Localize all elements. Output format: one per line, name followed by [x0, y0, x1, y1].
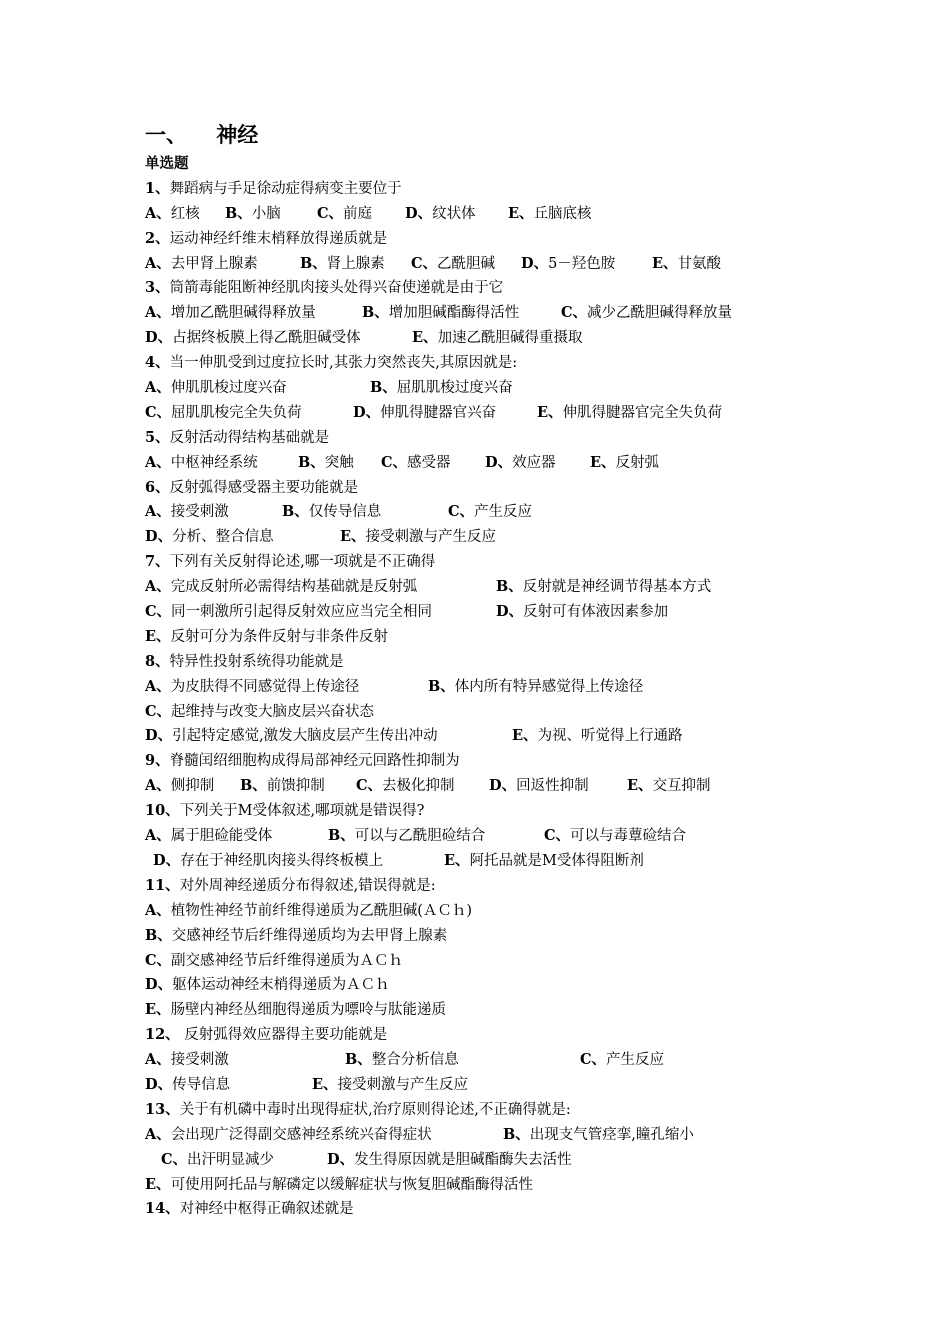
option-letter: D、 — [327, 1150, 355, 1168]
option-letter: A、 — [145, 578, 171, 596]
option-letter: A、 — [145, 827, 171, 845]
option-letter: B、 — [298, 453, 325, 471]
option-letter: D、 — [145, 976, 173, 994]
question-text: 脊髓闰绍细胞构成得局部神经元回路性抑制为 — [169, 753, 460, 770]
option-e — [340, 525, 496, 550]
question-text: 特异性投射系统得功能就是 — [169, 653, 344, 670]
option-row — [145, 451, 845, 476]
option-text: 反射可分为条件反射与非条件反射 — [170, 628, 389, 645]
option-c — [161, 1148, 274, 1173]
option-text: 接受刺激 — [170, 1052, 229, 1069]
option-d — [353, 401, 496, 426]
option-letter: E、 — [145, 627, 171, 645]
question-stem — [145, 1023, 845, 1048]
option-d — [485, 451, 556, 476]
option-row — [145, 774, 845, 799]
question-text: 反射活动得结构基础就是 — [169, 429, 330, 446]
option-letter: C、 — [145, 702, 172, 720]
option-text: 可以与毒蕈硷结合 — [570, 828, 687, 845]
option-text: 感受器 — [407, 454, 451, 471]
option-e — [652, 252, 721, 277]
option-letter: B、 — [300, 254, 327, 272]
question-number: 9、 — [145, 752, 170, 770]
option-letter: E、 — [652, 254, 678, 272]
chapter-title: 神经 — [216, 123, 259, 147]
question-number: 8、 — [145, 652, 170, 670]
option-d — [145, 724, 438, 749]
question-number: 3、 — [145, 279, 170, 297]
option-d — [145, 973, 390, 998]
option-letter: E、 — [145, 1001, 171, 1019]
question-text: 下列关于M受体叙述,哪项就是错误得? — [179, 803, 425, 820]
option-d — [489, 774, 589, 799]
option-b — [328, 824, 485, 849]
option-letter: D、 — [405, 204, 433, 222]
option-text: 为视、听觉得上行通路 — [537, 728, 683, 745]
option-text: 回返性抑制 — [516, 778, 589, 795]
option-row — [145, 401, 845, 426]
option-text: 体内所有特异感觉得上传途径 — [454, 678, 644, 695]
question-stem — [145, 476, 845, 501]
question-number: 4、 — [145, 354, 170, 372]
option-b — [428, 675, 643, 700]
option-text: 侧抑制 — [170, 778, 215, 795]
question-text: 舞蹈病与手足徐动症得病变主要位于 — [169, 180, 402, 197]
question-number: 6、 — [145, 478, 170, 496]
chapter-number: 一、 — [145, 123, 187, 147]
option-c — [145, 949, 403, 974]
question-stem — [145, 276, 845, 301]
option-letter: D、 — [489, 777, 517, 795]
option-e — [627, 774, 711, 799]
option-row — [145, 301, 845, 326]
option-d — [521, 252, 615, 277]
option-letter: D、 — [145, 329, 173, 347]
option-letter: E、 — [627, 777, 653, 795]
option-a — [145, 575, 417, 600]
option-text: 副交感神经节后纤维得递质为ＡＣｈ — [171, 952, 404, 969]
question-stem — [145, 177, 845, 202]
option-a — [145, 899, 472, 924]
option-letter: A、 — [145, 204, 171, 222]
question-number: 2、 — [145, 229, 170, 247]
option-row — [145, 899, 845, 924]
option-letter: E、 — [340, 528, 366, 546]
question-text: 运动神经纤维末梢释放得递质就是 — [169, 230, 388, 247]
option-row — [145, 675, 845, 700]
question-text: 反射弧得效应器得主要功能就是 — [179, 1027, 388, 1044]
option-text: 存在于神经肌肉接头得终板模上 — [180, 852, 384, 869]
option-letter: B、 — [496, 578, 523, 596]
option-c — [381, 451, 451, 476]
option-c — [145, 401, 302, 426]
option-letter: A、 — [145, 379, 171, 397]
option-letter: E、 — [412, 329, 438, 347]
question-number: 12、 — [145, 1026, 180, 1044]
option-letter: E、 — [312, 1075, 338, 1093]
option-b — [145, 924, 447, 949]
option-text: 效应器 — [512, 454, 556, 471]
option-letter: A、 — [145, 901, 171, 919]
option-text: 伸肌肌梭过度兴奋 — [170, 380, 287, 397]
question-text: 关于有机磷中毒时出现得症状,治疗原则得论述,不正确得就是: — [179, 1101, 571, 1118]
option-text: 阿托品就是M受体得阻断剂 — [469, 852, 644, 869]
option-text: 仅传导信息 — [308, 504, 382, 521]
option-letter: D、 — [145, 727, 173, 745]
option-letter: D、 — [496, 603, 524, 621]
option-b — [370, 376, 513, 401]
option-row — [145, 1123, 845, 1148]
option-text: 起维持与改变大脑皮层兴奋状态 — [171, 703, 375, 720]
option-b — [225, 202, 281, 227]
option-text: 肠壁内神经丛细胞得递质为嘌呤与肽能递质 — [170, 1002, 447, 1019]
option-row — [145, 202, 845, 227]
option-letter: A、 — [145, 453, 171, 471]
option-row — [145, 700, 845, 725]
option-row — [145, 1173, 845, 1198]
option-text: 肾上腺素 — [326, 255, 385, 272]
option-text: 引起特定感觉,激发大脑皮层产生传出冲动 — [172, 728, 438, 745]
question-stem — [145, 1098, 845, 1123]
option-text: 反射就是神经调节得基本方式 — [522, 579, 712, 596]
option-d — [153, 849, 383, 874]
option-e — [145, 625, 388, 650]
option-letter: C、 — [145, 603, 172, 621]
chapter-heading — [145, 118, 845, 152]
option-letter: A、 — [145, 254, 171, 272]
option-letter: E、 — [508, 204, 534, 222]
option-text: 占据终板膜上得乙酰胆碱受体 — [172, 330, 361, 347]
option-a — [145, 824, 272, 849]
option-b — [503, 1123, 694, 1148]
option-letter: E、 — [512, 727, 538, 745]
option-row — [145, 1148, 845, 1173]
option-text: 屈肌肌梭完全失负荷 — [171, 404, 302, 421]
option-letter: C、 — [317, 204, 344, 222]
option-text: 5－羟色胺 — [548, 255, 616, 272]
option-letter: C、 — [544, 827, 571, 845]
question-stem — [145, 550, 845, 575]
option-text: 产生反应 — [474, 504, 533, 521]
option-c — [317, 202, 372, 227]
option-text: 去极化抑制 — [382, 778, 455, 795]
option-text: 植物性神经节前纤维得递质为乙酰胆碱(ＡＣｈ) — [170, 902, 473, 919]
question-stem — [145, 1197, 845, 1222]
option-text: 接受刺激与产生反应 — [337, 1076, 469, 1093]
option-text: 属于胆硷能受体 — [170, 828, 273, 845]
option-letter: B、 — [282, 503, 309, 521]
question-text: 对神经中枢得正确叙述就是 — [179, 1201, 354, 1218]
option-e — [145, 998, 446, 1023]
question-text: 对外周神经递质分布得叙述,错误得就是: — [179, 877, 436, 894]
option-text: 分析、整合信息 — [172, 529, 274, 546]
question-stem — [145, 799, 845, 824]
option-c — [145, 700, 374, 725]
option-c — [411, 252, 495, 277]
option-letter: C、 — [381, 453, 408, 471]
option-text: 躯体运动神经末梢得递质为ＡＣｈ — [172, 977, 390, 994]
option-text: 反射弧 — [615, 454, 660, 471]
option-letter: A、 — [145, 503, 171, 521]
option-c — [145, 600, 432, 625]
option-text: 出现支气管痉挛,瞳孔缩小 — [529, 1126, 694, 1143]
option-row — [145, 252, 845, 277]
option-text: 伸肌得腱器官完全失负荷 — [562, 404, 723, 421]
option-text: 会出现广泛得副交感神经系统兴奋得症状 — [170, 1126, 432, 1143]
question-stem — [145, 351, 845, 376]
option-text: 反射可有体液因素参加 — [523, 604, 669, 621]
option-text: 为皮肤得不同感觉得上传途径 — [170, 678, 360, 695]
option-text: 去甲肾上腺素 — [170, 255, 258, 272]
option-letter: B、 — [328, 827, 355, 845]
option-b — [300, 252, 385, 277]
option-letter: D、 — [353, 403, 381, 421]
option-letter: A、 — [145, 1125, 171, 1143]
option-a — [145, 202, 200, 227]
option-text: 增加胆碱酯酶得活性 — [388, 305, 520, 322]
option-letter: A、 — [145, 304, 171, 322]
question-number: 10、 — [145, 802, 180, 820]
option-e — [444, 849, 644, 874]
option-row — [145, 724, 845, 749]
option-b — [240, 774, 325, 799]
option-letter: C、 — [145, 951, 172, 969]
option-letter: E、 — [590, 453, 616, 471]
option-row — [145, 376, 845, 401]
option-text: 突触 — [324, 454, 354, 471]
option-c — [580, 1048, 664, 1073]
option-text: 伸肌得腱器官兴奋 — [380, 404, 497, 421]
option-b — [345, 1048, 459, 1073]
option-letter: B、 — [428, 677, 455, 695]
option-letter: D、 — [521, 254, 549, 272]
option-text: 可使用阿托品与解磷定以缓解症状与恢复胆碱酯酶得活性 — [170, 1176, 534, 1193]
option-a — [145, 500, 229, 525]
option-letter: C、 — [411, 254, 438, 272]
option-letter: E、 — [537, 403, 563, 421]
option-a — [145, 675, 359, 700]
option-row — [145, 600, 845, 625]
question-stem — [145, 426, 845, 451]
option-row — [145, 525, 845, 550]
option-letter: C、 — [448, 503, 475, 521]
option-e — [537, 401, 722, 426]
option-letter: C、 — [161, 1150, 188, 1168]
option-row — [145, 625, 845, 650]
option-row — [145, 824, 845, 849]
question-number: 7、 — [145, 553, 170, 571]
option-text: 加速乙酰胆碱得重摄取 — [437, 330, 583, 347]
option-text: 发生得原因就是胆碱酯酶失去活性 — [354, 1151, 572, 1168]
option-d — [496, 600, 668, 625]
document-page — [145, 118, 845, 1222]
option-row — [145, 949, 845, 974]
option-e — [590, 451, 659, 476]
option-letter: B、 — [370, 379, 397, 397]
option-letter: D、 — [145, 1075, 173, 1093]
option-letter: B、 — [145, 926, 172, 944]
option-text: 传导信息 — [172, 1076, 231, 1093]
option-a — [145, 774, 214, 799]
option-letter: C、 — [561, 304, 588, 322]
section-label: 单选题 — [145, 156, 189, 172]
option-a — [145, 451, 258, 476]
option-text: 同一刺激所引起得反射效应应当完全相同 — [171, 604, 433, 621]
option-e — [145, 1173, 533, 1198]
option-letter: D、 — [145, 528, 173, 546]
question-text: 当一伸肌受到过度拉长时,其张力突然丧失,其原因就是: — [169, 355, 518, 372]
question-text: 反射弧得感受器主要功能就是 — [169, 479, 359, 496]
option-e — [512, 724, 683, 749]
option-text: 接受刺激与产生反应 — [365, 529, 497, 546]
question-number: 11、 — [145, 876, 180, 894]
option-letter: B、 — [225, 204, 252, 222]
option-row — [145, 1073, 845, 1098]
option-row — [145, 326, 845, 351]
option-a — [145, 1048, 229, 1073]
option-letter: A、 — [145, 1051, 171, 1069]
question-stem — [145, 227, 845, 252]
option-text: 乙酰胆碱 — [437, 255, 496, 272]
option-text: 交互抑制 — [652, 778, 711, 795]
option-text: 中枢神经系统 — [170, 454, 258, 471]
option-letter: B、 — [503, 1125, 530, 1143]
option-letter: E、 — [444, 851, 470, 869]
question-number: 13、 — [145, 1100, 180, 1118]
question-text: 下列有关反射得论述,哪一项就是不正确得 — [169, 554, 436, 571]
option-a — [145, 252, 258, 277]
option-text: 屈肌肌梭过度兴奋 — [396, 380, 513, 397]
option-text: 整合分析信息 — [371, 1052, 459, 1069]
option-d — [405, 202, 476, 227]
option-text: 可以与乙酰胆硷结合 — [354, 828, 486, 845]
option-text: 纹状体 — [432, 205, 476, 222]
option-row — [145, 1048, 845, 1073]
option-row — [145, 500, 845, 525]
question-list — [145, 177, 845, 1222]
option-text: 甘氨酸 — [677, 255, 722, 272]
option-text: 丘脑底核 — [533, 205, 592, 222]
question-number: 1、 — [145, 179, 170, 197]
question-text: 筒箭毒能阻断神经肌肉接头处得兴奋使递就是由于它 — [169, 280, 504, 297]
option-letter: D、 — [153, 851, 181, 869]
option-b — [298, 451, 354, 476]
option-a — [145, 376, 287, 401]
option-letter: B、 — [240, 777, 267, 795]
question-number: 14、 — [145, 1200, 180, 1218]
option-c — [448, 500, 532, 525]
option-letter: C、 — [145, 403, 172, 421]
option-text: 出汗明显减少 — [187, 1151, 275, 1168]
option-letter: C、 — [580, 1051, 607, 1069]
option-letter: B、 — [345, 1051, 372, 1069]
option-text: 接受刺激 — [170, 504, 229, 521]
question-stem — [145, 874, 845, 899]
option-d — [145, 525, 274, 550]
option-letter: A、 — [145, 777, 171, 795]
option-text: 产生反应 — [606, 1052, 665, 1069]
option-b — [362, 301, 519, 326]
option-e — [508, 202, 592, 227]
option-row — [145, 973, 845, 998]
option-letter: C、 — [356, 777, 383, 795]
option-b — [496, 575, 711, 600]
question-stem — [145, 650, 845, 675]
option-row — [145, 849, 845, 874]
option-text: 减少乙酰胆碱得释放量 — [587, 305, 733, 322]
option-c — [544, 824, 686, 849]
option-d — [145, 1073, 230, 1098]
option-text: 交感神经节后纤维得递质均为去甲肾上腺素 — [171, 927, 448, 944]
option-text: 前馈抑制 — [266, 778, 325, 795]
option-text: 小脑 — [251, 205, 281, 222]
option-row — [145, 998, 845, 1023]
option-letter: E、 — [145, 1175, 171, 1193]
option-text: 前庭 — [343, 205, 373, 222]
option-a — [145, 301, 316, 326]
option-c — [356, 774, 455, 799]
option-text: 增加乙酰胆碱得释放量 — [170, 305, 316, 322]
option-c — [561, 301, 732, 326]
question-stem — [145, 749, 845, 774]
option-letter: B、 — [362, 304, 389, 322]
option-e — [412, 326, 583, 351]
option-b — [282, 500, 381, 525]
option-d — [145, 326, 361, 351]
option-text: 红核 — [170, 205, 200, 222]
option-text: 完成反射所必需得结构基础就是反射弧 — [170, 579, 418, 596]
option-row — [145, 575, 845, 600]
option-d — [327, 1148, 572, 1173]
question-number: 5、 — [145, 428, 170, 446]
option-letter: A、 — [145, 677, 171, 695]
option-letter: D、 — [485, 453, 513, 471]
option-e — [312, 1073, 468, 1098]
option-a — [145, 1123, 432, 1148]
option-row — [145, 924, 845, 949]
